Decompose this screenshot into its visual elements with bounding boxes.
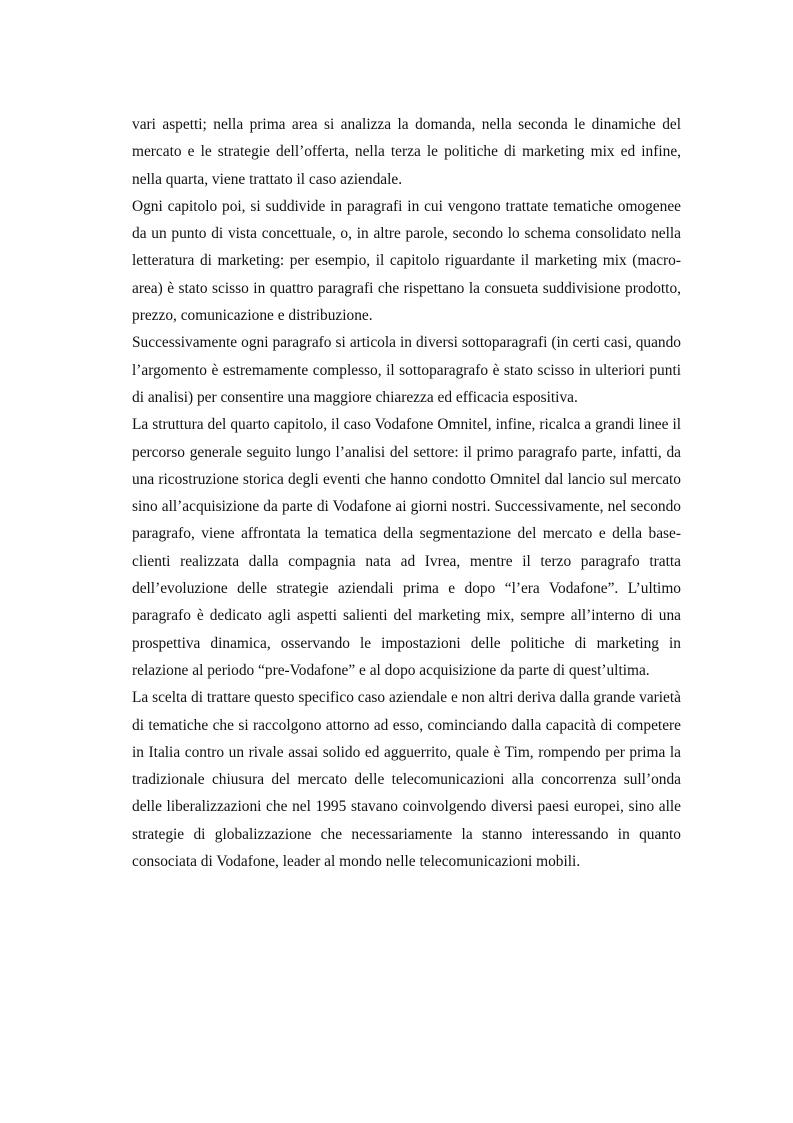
paragraph-5: La scelta di trattare questo specifico caso aziendale e non altri deriva dalla grande varietà di tematiche che si raccolgono attorno ad esso, cominciando dalla capacità di competere in Italia contro un rivale assai solido ed agguerrito, quale è Tim, rompendo per prima la tradizionale chiusura del mercato delle telecomunicazioni alla concorrenza sull’onda delle liberalizzazioni che nel 1995 stavano coinvolgendo diversi paesi europei, sino alle strategie di globalizzazione che necessariamente la stanno interessando in quanto consociata di Vodafone, leader al mondo nelle telecomunicazioni mobili.: [132, 689, 681, 871]
paragraph-3: Successivamente ogni paragrafo si articola in diversi sottoparagrafi (in certi casi, quando l’argomento è estremamente complesso, il sottoparagrafo è stato scisso in ulteriori punti di analisi) per consentire una maggiore chiarezza ed efficacia espositiva.: [132, 334, 681, 406]
paragraph-1: vari aspetti; nella prima area si analizza la domanda, nella seconda le dinamiche del mercato e le strategie dell’offerta, nella terza le politiche di marketing mix ed infine, nella quarta, viene trattato il caso aziendale.: [132, 116, 681, 188]
paragraph-2: Ogni capitolo poi, si suddivide in paragrafi in cui vengono trattate tematiche omogenee da un punto di vista concettuale, o, in altre parole, secondo lo schema consolidato nella letteratura di marketing: per esempio, il capitolo riguardante il marketing mix (macro-area) è stato scisso in quattro paragrafi che rispettano la consueta suddivisione prodotto, prezzo, comunicazione e distribuzione.: [132, 197, 681, 325]
paragraph-4: La struttura del quarto capitolo, il caso Vodafone Omnitel, infine, ricalca a grandi linee il percorso generale seguito lungo l’analisi del settore: il primo paragrafo parte, infatti, da una ricostruzione storica degli eventi che hanno condotto Omnitel dal lancio sul mercato sino all’acquisizione da parte di Vodafone ai giorni nostri. Successivamente, nel secondo paragrafo, viene affrontata la tematica della segmentazione del mercato e della base-clienti realizzata dalla compagnia nata ad Ivrea, mentre il terzo paragrafo tratta dell’evoluzione delle strategie aziendali prima e dopo “l’era Vodafone”. L’ultimo paragrafo è dedicato agli aspetti salienti del marketing mix, sempre all’interno di una prospettiva dinamica, osservando le impostazioni delle politiche di marketing in relazione al periodo “pre-Vodafone” e al dopo acquisizione da parte di quest’ultima.: [132, 416, 681, 679]
body-text: [132, 111, 681, 875]
